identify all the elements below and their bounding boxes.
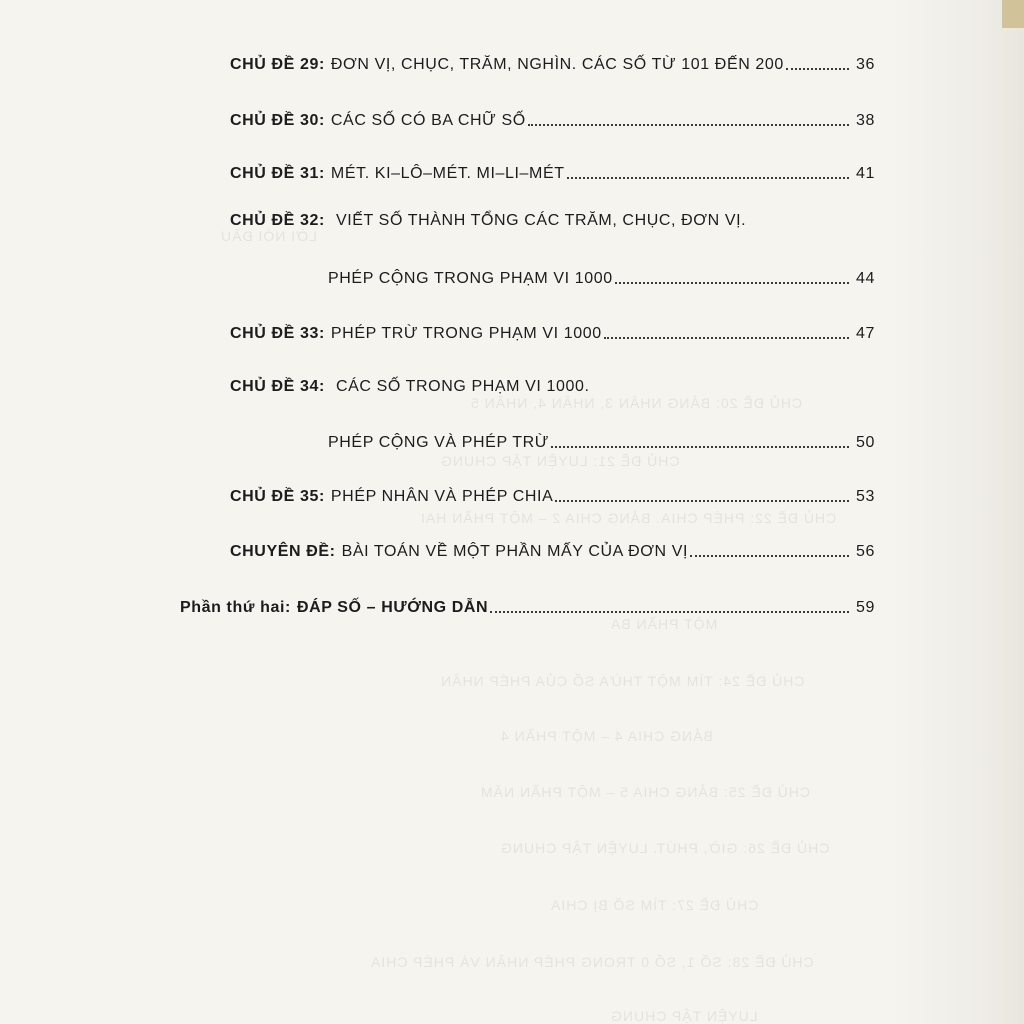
- toc-entry-page: 56: [856, 543, 875, 560]
- toc-entry-title: CÁC SỐ CÓ BA CHỮ SỐ: [330, 112, 526, 129]
- toc-entry-title: PHÉP NHÂN VÀ PHÉP CHIA: [330, 488, 554, 505]
- toc-leader-dots: [528, 124, 849, 126]
- toc-entry-title: BÀI TOÁN VỀ MỘT PHẦN MẤY CỦA ĐƠN VỊ: [341, 543, 689, 560]
- toc-leader-dots: [567, 177, 849, 179]
- toc-part-title: ĐÁP SỐ – HƯỚNG DẪN: [296, 599, 489, 616]
- toc-part-page: 59: [856, 599, 875, 616]
- toc-entry-title: VIẾT SỐ THÀNH TỔNG CÁC TRĂM, CHỤC, ĐƠN VỊ.: [335, 212, 747, 229]
- toc-entry-title-continued: PHÉP CỘNG VÀ PHÉP TRỪ: [328, 434, 549, 451]
- bleed-through-text: LUYỆN TẬP CHUNG: [610, 1008, 758, 1024]
- toc-entry-34-continuation: [328, 434, 875, 452]
- toc-leader-dots: [604, 337, 849, 339]
- toc-entry-label: CHUYÊN ĐỀ:: [230, 543, 336, 560]
- toc-entry-34: [230, 378, 590, 396]
- toc-entry-page: 50: [856, 434, 875, 451]
- toc-entry-page: 53: [856, 488, 875, 505]
- toc-entry-title: CÁC SỐ TRONG PHẠM VI 1000.: [335, 378, 590, 395]
- toc-entry-label: CHỦ ĐỀ 35:: [230, 488, 325, 505]
- toc-entry-label: CHỦ ĐỀ 33:: [230, 325, 325, 342]
- toc-entry-29: [230, 56, 875, 74]
- toc-entry-33: [230, 325, 875, 343]
- toc-part-two: [180, 599, 875, 617]
- toc-entry-page: 41: [856, 165, 875, 182]
- page-binding-shadow: [889, 0, 1024, 1024]
- toc-entry-page: 44: [856, 270, 875, 287]
- toc-entry-special-topic: [230, 543, 875, 561]
- bleed-through-text: CHỦ ĐỀ 25: BẢNG CHIA 5 – MỘT PHẦN NĂM: [480, 784, 811, 800]
- bleed-through-text: CHỦ ĐỀ 22: PHÉP CHIA. BẢNG CHIA 2 – MỘT PHẦN HAI: [420, 510, 837, 526]
- bleed-through-text: CHỦ ĐỀ 26: GIỜ, PHÚT. LUYỆN TẬP CHUNG: [500, 840, 830, 856]
- toc-entry-title: ĐƠN VỊ, CHỤC, TRĂM, NGHÌN. CÁC SỐ TỪ 101 ĐẾN 200: [330, 56, 784, 73]
- toc-entry-32: [230, 212, 746, 230]
- toc-entry-label: CHỦ ĐỀ 32:: [230, 212, 325, 229]
- toc-entry-title: PHÉP TRỪ TRONG PHẠM VI 1000: [330, 325, 602, 342]
- toc-part-label: Phần thứ hai:: [180, 599, 291, 616]
- toc-entry-32-continuation: [328, 270, 875, 288]
- toc-entry-label: CHỦ ĐỀ 29:: [230, 56, 325, 73]
- toc-leader-dots: [490, 611, 849, 613]
- toc-leader-dots: [551, 446, 849, 448]
- bleed-through-text: CHỦ ĐỀ 20: BẢNG NHÂN 3, NHÂN 4, NHÂN 5: [470, 395, 803, 411]
- toc-leader-dots: [690, 555, 849, 557]
- bleed-through-text: CHỦ ĐỀ 21: LUYỆN TẬP CHUNG: [440, 453, 680, 469]
- bleed-through-text: LỜI NÓI ĐẦU: [220, 228, 317, 244]
- toc-entry-30: [230, 112, 875, 130]
- toc-entry-31: [230, 165, 875, 183]
- toc-leader-dots: [786, 68, 849, 70]
- toc-entry-page: 38: [856, 112, 875, 129]
- toc-entry-page: 47: [856, 325, 875, 342]
- toc-entry-page: 36: [856, 56, 875, 73]
- toc-entry-title: MÉT. KI–LÔ–MÉT. MI–LI–MÉT: [330, 165, 565, 182]
- toc-entry-label: CHỦ ĐỀ 30:: [230, 112, 325, 129]
- toc-entry-label: CHỦ ĐỀ 31:: [230, 165, 325, 182]
- bleed-through-text: CHỦ ĐỀ 24: TÌM MỘT THỪA SỐ CỦA PHÉP NHÂN: [440, 673, 805, 689]
- bleed-through-text: CHỦ ĐỀ 28: SỐ 1, SỐ 0 TRONG PHÉP NHÂN VÀ PHÉP CHIA: [370, 954, 814, 970]
- toc-entry-35: [230, 488, 875, 506]
- bleed-through-text: MỘT PHẦN BA: [610, 616, 718, 632]
- toc-leader-dots: [555, 500, 849, 502]
- toc-entry-title-continued: PHÉP CỘNG TRONG PHẠM VI 1000: [328, 270, 613, 287]
- toc-leader-dots: [615, 282, 849, 284]
- toc-entry-label: CHỦ ĐỀ 34:: [230, 378, 325, 395]
- bleed-through-text: CHỦ ĐỀ 27: TÌM SỐ BỊ CHIA: [550, 897, 759, 913]
- page-corner: [1002, 0, 1024, 28]
- bleed-through-text: BẢNG CHIA 4 – MỘT PHẦN 4: [500, 728, 713, 744]
